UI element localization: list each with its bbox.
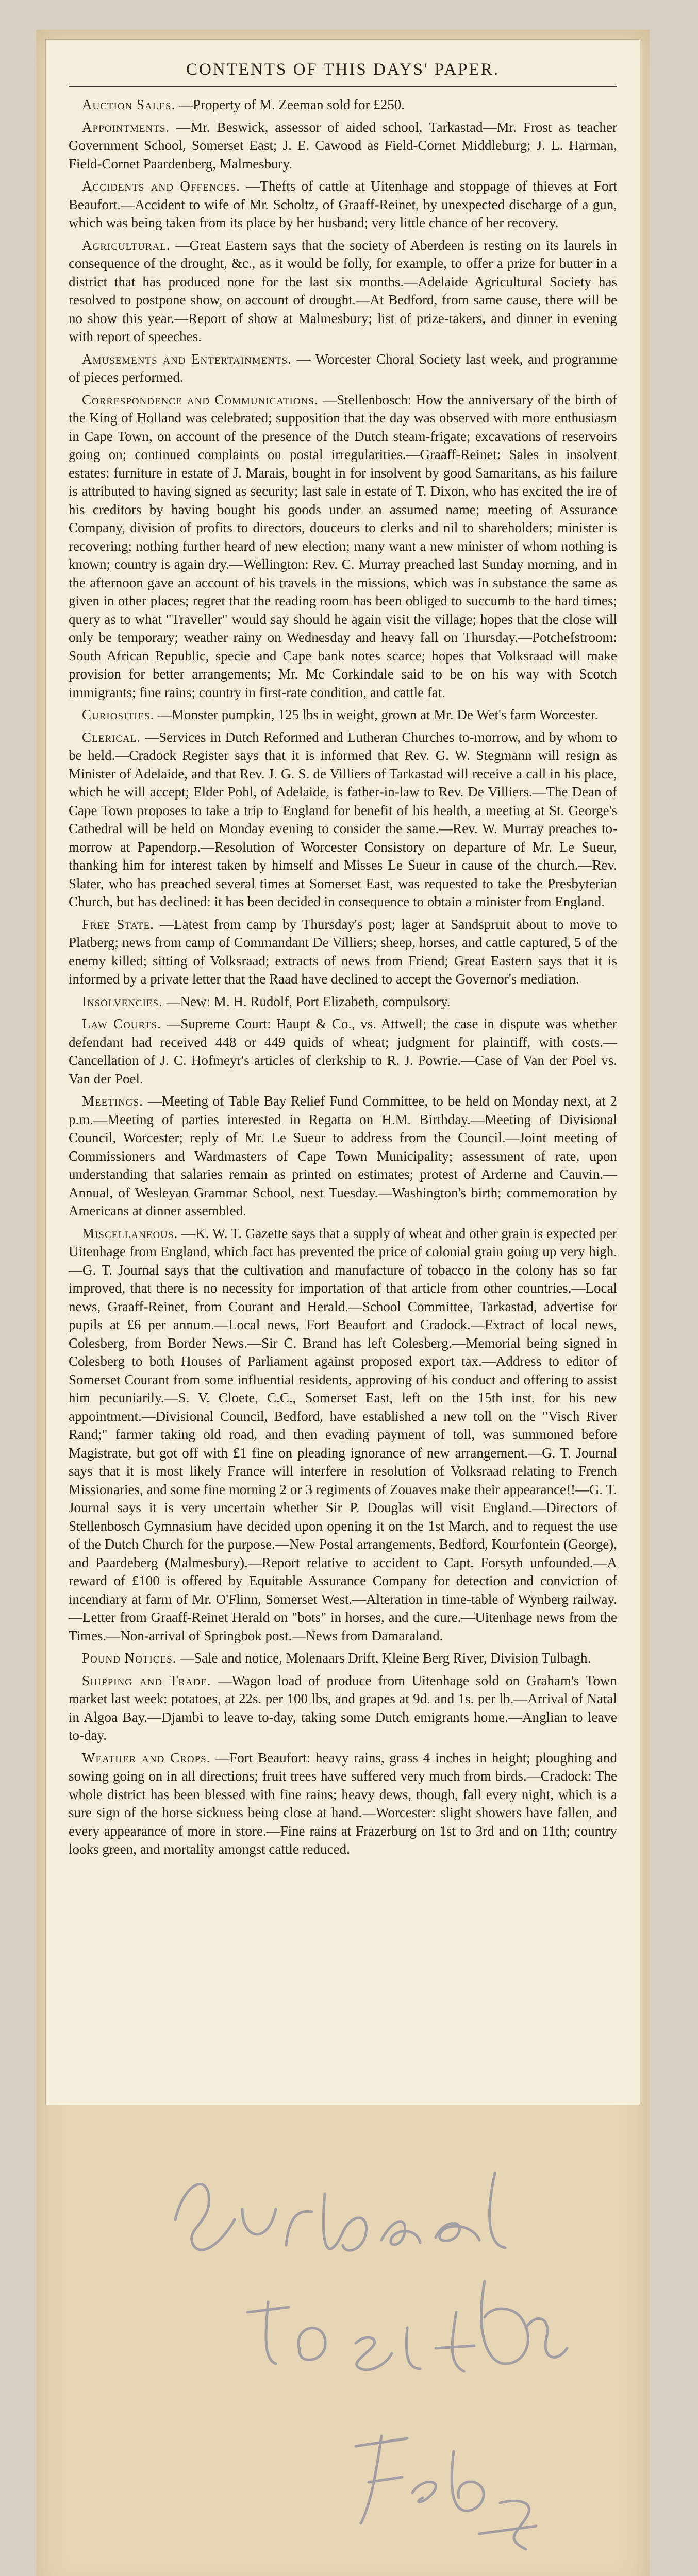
section-title: Shipping and Trade. <box>82 1672 211 1688</box>
content-section <box>69 177 617 232</box>
section-title: Free State. <box>82 916 154 932</box>
paper-sheet <box>36 30 650 2576</box>
section-body: —Supreme Court: Haupt & Co., vs. Attwell; the case in dispute was whether defendant had received 448 or 449 quids of wheat; judgment for plaintiff, with costs.—Cancellation of J. C. Hofmeyr's articles of clerkship to R. J. Powrie.—Case of Van der Poel vs. Van der Poel. <box>69 1016 618 1087</box>
clipping-heading: CONTENTS OF THIS DAYS' PAPER. <box>186 60 500 79</box>
content-section <box>69 1649 617 1668</box>
section-body: —New: M. H. Rudolf, Port Elizabeth, compulsory. <box>166 993 451 1009</box>
section-body: —Sale and notice, Molenaars Drift, Kleine Berg River, Division Tulbagh. <box>180 1650 591 1666</box>
section-title: Miscellaneous. <box>82 1225 178 1241</box>
section-title: Amusements and Entertainments. <box>82 351 292 367</box>
content-section <box>69 350 617 387</box>
handwritten-note-signature <box>165 2142 577 2576</box>
section-body: —Mr. Beswick, assessor of aided school, Tarkastad—Mr. Frost as teacher Government School, Somerset East; J. E. Cawood as Field-Cornet Middleburg; J. L. Harman, Field-Cornet Paardenberg, Malmesbury. <box>69 119 618 172</box>
section-title: Accidents and Offences. <box>82 178 240 194</box>
section-body: —K. W. T. Gazette says that a supply of wheat and other grain is expected per Uitenhage from England, which fact has prevented the price of colonial grain going up very high.—G. T. Journal says that the cultivation and manufacture of tobacco in the colony has so far improved, that there is no necessity for importation of that article from other countries.—Local news, Graaff-Reinet, from Courant and Herald.—School Committee, Tarkastad, advertise for pupils at £6 per annum.—Local news, Fort Beaufort and Cradock.—Extract of local news, Colesberg, from Border News.—Sir C. Brand has left Colesberg.—Memorial being signed in Colesberg to both Houses of Parliament against proposed export tax.—Address to editor of Somerset Courant from some influential residents, approving of his conduct and offering to assist him pecuniarily.—S. V. Cloete, C.C., Somerset East, left on the 15th inst. for his new appointment.—Divisional Council, Bedford, have established a new toll on the "Visch River Rand;" farmer taking old road, and then evading payment of toll, was summoned before Magistrate, but got off with £1 fine on pleading ignorance of new arrangement.—G. T. Journal says that it is most likely France will interfere in resolution of Volksraad relating to French Missionaries, and some fine morning 2 or 3 regiments of Zouaves make their appearance!!—G. T. Journal says it is very uncertain whether Sir P. Douglas will visit England.—Directors of Stellenbosch Gymnasium have decided upon opening it on the 1st March, and to request the use of the Dutch Church for the purpose.—New Postal arrangements, Bedford, Kourfontein (George), and Paardeberg (Malmesbury).—Report relative to accident to Capt. Forsyth unfounded.—A reward of £100 is offered by Equitable Assurance Company for detection and conviction of incendiary at farm of Mr. O'Flinn, Somerset West.—Alteration in time-table of Wynberg railway.—Letter from Graaff-Reinet Herald on "bots" in horses, and the cure.—Uitenhage news from the Times.—Non-arrival of Springbok post.—News from Damaraland. <box>69 1225 618 1643</box>
section-body: —Thefts of cattle at Uitenhage and stoppage of thieves at Fort Beaufort.—Accident to wife of Mr. Scholtz, of Graaff-Reinet, by unexpected discharge of a gun, which was being taken from its place by her husband; very little chance of her recovery. <box>69 178 617 230</box>
section-body: —Services in Dutch Reformed and Lutheran Churches to-morrow, and by whom to be held.—Cradock Register says that it is informed that Rev. G. W. Stegmann will resign as Minister of Adelaide, and that Rev. J. G. S. de Villiers of Tarkastad will receive a call in his place, which he will accept; Elder Pohl, of Adelaide, is father-in-law to Rev. De Villiers.—The Dean of Cape Town proposes to take a trip to England for benefit of his health, a meeting at St. George's Cathedral will be held on Monday evening to consider the same.—Rev. W. Murray preaches to-morrow at Papendorp.—Resolution of Worcester Consistory on departure of Mr. Le Sueur, thanking him for interest taken by himself and Misses Le Sueur in cause of the church.—Rev. Slater, who has preached several times at Somerset East, was requested to take the Presbyterian Church, but has declined: it has been decided in consequence to obtain a minister from England. <box>69 729 617 909</box>
section-title: Agricultural. <box>82 237 171 253</box>
content-section <box>69 1672 617 1745</box>
section-title: Meetings. <box>82 1093 143 1109</box>
content-section <box>69 1749 617 1859</box>
section-title: Correspondence and Communications. <box>82 392 319 408</box>
section-title: Weather and Crops. <box>82 1750 211 1766</box>
content-section <box>69 993 617 1011</box>
section-body: —Wagon load of produce from Uitenhage sold on Graham's Town market last week: potatoes, at 22s. per 100 lbs, and grapes at 9d. and 1s. per lb.—Arrival of Natal in Algoa Bay.—Djambi to leave to-day, taking some Dutch emigrants home.—Anglian to leave to-day. <box>69 1672 618 1743</box>
section-title: Auction Sales. <box>82 97 176 112</box>
section-title: Law Courts. <box>82 1016 161 1031</box>
heading-rule <box>69 86 617 87</box>
content-section <box>69 236 617 346</box>
content-section <box>69 1225 617 1646</box>
section-body: —Property of M. Zeeman sold for £250. <box>179 97 405 112</box>
content-section <box>69 916 617 989</box>
section-body: —Fort Beaufort: heavy rains, grass 4 inches in height; ploughing and sowing going on in all directions; fruit trees have suffered very much from birds.—Cradock: The whole district has been blessed with fine rains; heavy dews, though, fall every night, which is a sure sign of the horse sickness being close at hand.—Worcester: slight showers have fallen, and every appearance of more in store.—Fine rains at Frazerburg on 1st to 3rd and on 11th; country looks green, and mortality amongst cattle reduced. <box>69 1750 618 1857</box>
section-body: —Latest from camp by Thursday's post; lager at Sandspruit about to move to Platberg; news from camp of Commandant De Villiers; sheep, horses, and cattle captured, 5 of the enemy killed; sitting of Volksraad; extracts of news from Friend; Great Eastern says that it is informed by a private letter that the Raad have declined to accept the Governor's mediation. <box>69 916 618 987</box>
content-section <box>69 118 617 174</box>
section-body: —Stellenbosch: How the anniversary of the birth of the King of Holland was celebrated; supposition that the day was observed with more enthusiasm in Cape Town, on account of the presence of the Dutch steam-frigate; excavations of reservoirs going on; continued complaints on postal irregularities.—Graaff-Reinet: Sales in insolvent estates: furniture in estate of J. Marais, bought in for insolvent by good Samaritans, as his failure is attributed to having signed as security; last sale in estate of T. Dixon, who has excited the ire of his creditors by having bought his goods under an assumed name; meeting of Assurance Company, division of profits to directors, douceurs to clerks and nil to shareholders; minister is recovering; nothing further heard of new election; many want a new minister of whom nothing is known; country is again dry.—Wellington: Rev. C. Murray preached last Sunday morning, and in the afternoon gave an account of his travels in the missions, which was in substance the same as given in other places; regret that the reading room has been obliged to succumb to the hard times; query as to what "Traveller" would say should he again visit the village; hopes that the close will only be temporary; weather rainy on Wednesday and heavy fall on Thursday.—Potchefstroom: South African Republic, specie and Cape bank notes scarce; hopes that Volksraad will make provision for better arrangements; Mr. Mc Corkindale said to be on his way with Scotch immigrants; fine rains; country in first-rate condition, and cattle fat. <box>69 392 617 700</box>
section-title: Pound Notices. <box>82 1650 177 1666</box>
section-body: —Monster pumpkin, 125 lbs in weight, grown at Mr. De Wet's farm Worcester. <box>157 707 599 722</box>
section-title: Insolvencies. <box>82 993 163 1009</box>
content-section <box>69 706 617 724</box>
content-section <box>69 96 617 114</box>
content-section <box>69 728 617 911</box>
content-section <box>69 1092 617 1221</box>
section-title: Clerical. <box>82 729 141 745</box>
sections-list <box>69 96 617 1859</box>
section-body: —Meeting of Table Bay Relief Fund Committee, to be held on Monday next, at 2 p.m.—Meeting of parties interested in Regatta on H.M. Birthday.—Meeting of Divisional Council, Worcester; reply of Mr. Le Sueur to address from the Council.—Joint meeting of Commissioners and Wardmasters of Cape Town Municipality; assessment of rate, upon understanding that salaries remain as printed on estimates; protest of Arderne and Cauvin.—Annual, of Wesleyan Grammar School, next Tuesday.—Washington's birth; commemoration by Americans at dinner assembled. <box>69 1093 617 1218</box>
section-title: Appointments. <box>82 119 170 135</box>
section-body: — Worcester Choral Society last week, and programme of pieces performed. <box>69 351 617 385</box>
content-section <box>69 1015 617 1088</box>
section-title: Curiosities. <box>82 707 155 722</box>
content-section <box>69 391 617 702</box>
newspaper-clipping <box>45 39 640 2105</box>
section-body: —Great Eastern says that the society of Aberdeen is resting on its laurels in consequence of the drought, &c., as it would be folly, for example, to offer a prize for butter in a district that has produced none for the last six months.—Adelaide Agricultural Society has resolved to postpone show, on account of drought.—At Bedford, from same cause, there will be no show this year.—Report of show at Malmesbury; list of prize-takers, and dinner in evening with report of speeches. <box>69 237 618 344</box>
